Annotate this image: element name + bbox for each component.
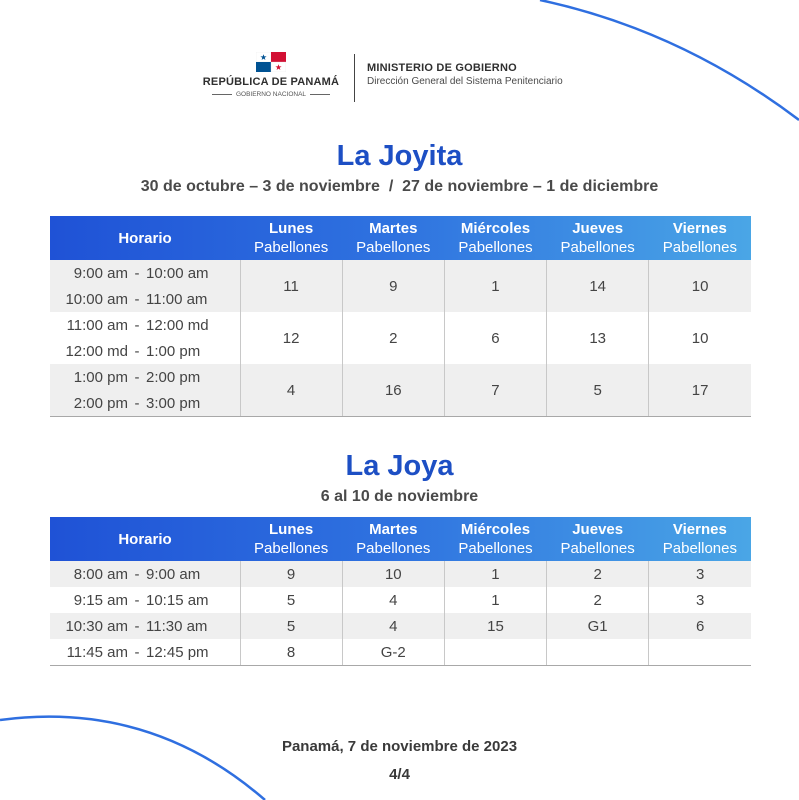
time-dash: - [134,565,140,583]
time-end: 9:00 am [146,565,201,583]
joya-schedule-table [50,517,751,666]
joya-title: La Joya [345,450,454,482]
page-header [0,50,799,110]
time-end: 10:00 am [146,264,209,282]
pabellon-cell: 6 [444,312,546,364]
pabellon-cell: 16 [342,364,444,417]
time-cell [50,639,240,666]
time-start: 11:45 am [66,643,128,661]
pabellon-cell: 3 [649,561,751,587]
time-range [50,561,240,587]
time-dash: - [134,342,140,360]
day-header-4 [649,517,751,561]
pabellon-cell: 14 [547,260,649,312]
day-header-3 [547,517,649,561]
time-end: 3:00 pm [146,394,201,412]
time-start: 1:00 pm [73,368,128,386]
government-text: GOBIERNO NACIONAL [235,91,307,98]
day-subheader: Pabellones [458,540,533,557]
day-subheader: Pabellones [356,540,431,557]
pabellon-cell: 9 [240,561,342,587]
table-header-row [50,216,751,260]
day-header-2 [444,216,546,260]
time-end: 11:30 am [146,617,208,635]
table-row [50,364,751,417]
day-name: Miércoles [460,220,531,237]
pabellon-cell: 7 [444,364,546,417]
time-end: 2:00 pm [146,368,201,386]
time-cell [50,561,240,587]
table-header-row [50,517,751,561]
time-range [50,364,240,390]
table-row [50,260,751,312]
pabellon-cell [649,639,751,666]
day-subheader: Pabellones [458,239,533,256]
ministry-block [367,62,563,87]
pabellon-cell: G-2 [342,639,444,666]
table-row [50,587,751,613]
time-start: 10:30 am [65,617,128,635]
day-name: Martes [369,220,418,237]
footer-place-date: Panamá, 7 de noviembre de 2023 [281,738,518,755]
day-header-1 [342,517,444,561]
day-subheader: Pabellones [560,239,635,256]
day-header-0 [240,517,342,561]
pabellon-cell: 8 [240,639,342,666]
day-name: Miércoles [460,521,531,538]
pabellon-cell: 17 [649,364,751,417]
day-subheader: Pabellones [662,540,737,557]
time-range [50,260,240,286]
republic-logo [196,50,346,98]
time-dash: - [134,368,140,386]
pabellon-cell: 10 [342,561,444,587]
time-cell [50,613,240,639]
time-dash: - [134,394,140,412]
day-header-1 [342,216,444,260]
day-name: Jueves [572,521,624,538]
pabellon-cell: 5 [240,613,342,639]
table-row [50,312,751,364]
day-subheader: Pabellones [560,540,635,557]
time-dash: - [134,591,140,609]
pabellon-cell: 1 [444,587,546,613]
pabellon-cell: 4 [240,364,342,417]
day-name: Martes [369,521,418,538]
pabellon-cell: 6 [649,613,751,639]
panama-flag-icon [256,52,286,72]
pabellon-cell: 2 [547,561,649,587]
table-row [50,561,751,587]
time-end: 12:00 md [146,316,209,334]
horario-header: Horario [118,229,172,247]
pabellon-cell: 4 [342,613,444,639]
pabellon-cell: 13 [547,312,649,364]
time-start: 9:00 am [73,264,128,282]
pabellon-cell: 1 [444,561,546,587]
time-start: 9:15 am [73,591,128,609]
joyita-dates: 30 de octubre – 3 de noviembre / 27 de noviembre – 1 de diciembre [140,178,659,195]
day-subheader: Pabellones [356,239,431,256]
time-cell [50,364,240,417]
table-row [50,613,751,639]
time-dash: - [134,316,140,334]
time-end: 1:00 pm [146,342,201,360]
pabellon-cell: 4 [342,587,444,613]
time-cell [50,587,240,613]
time-range [50,390,240,416]
pabellon-cell: 9 [342,260,444,312]
ministry-name: MINISTERIO DE GOBIERNO [367,62,517,74]
pabellon-cell: 10 [649,260,751,312]
time-dash: - [134,643,140,661]
pabellon-cell [547,639,649,666]
day-header-4 [649,216,751,260]
pabellon-cell: 2 [547,587,649,613]
time-start: 8:00 am [73,565,128,583]
horario-header: Horario [118,530,172,548]
time-cell [50,312,240,364]
joyita-title: La Joyita [336,140,463,172]
time-end: 11:00 am [146,290,208,308]
time-range [50,338,240,364]
pabellon-cell: 11 [240,260,342,312]
day-header-3 [547,216,649,260]
pabellon-cell: 5 [547,364,649,417]
time-dash: - [134,617,140,635]
republic-name: REPÚBLICA DE PANAMÁ [202,76,340,88]
time-range [50,587,240,613]
joya-dates: 6 al 10 de noviembre [320,488,479,505]
time-start: 12:00 md [65,342,128,360]
day-subheader: Pabellones [253,540,329,557]
pabellon-cell: 5 [240,587,342,613]
ministry-subtitle: Dirección General del Sistema Penitenciario [367,76,563,87]
day-subheader: Pabellones [662,239,737,256]
government-label [196,91,346,98]
page-number: 4/4 [389,766,410,783]
day-name: Lunes [269,220,314,237]
day-header-0 [240,216,342,260]
time-range [50,312,240,338]
time-dash: - [134,264,140,282]
time-end: 12:45 pm [146,643,209,661]
time-start: 10:00 am [65,290,128,308]
pabellon-cell: 10 [649,312,751,364]
time-range [50,639,240,665]
day-header-2 [444,517,546,561]
day-name: Jueves [572,220,624,237]
time-start: 11:00 am [66,316,128,334]
day-name: Lunes [269,521,314,538]
time-range [50,613,240,639]
time-end: 10:15 am [146,591,209,609]
day-name: Viernes [672,521,727,538]
pabellon-cell: 15 [444,613,546,639]
time-range [50,286,240,312]
day-subheader: Pabellones [253,239,329,256]
pabellon-cell [444,639,546,666]
pabellon-cell: 12 [240,312,342,364]
time-start: 2:00 pm [73,394,128,412]
day-name: Viernes [672,220,727,237]
joyita-schedule-table [50,216,751,417]
header-divider [354,54,355,102]
pabellon-cell: 3 [649,587,751,613]
pabellon-cell: 2 [342,312,444,364]
time-cell [50,260,240,312]
time-dash: - [134,290,140,308]
pabellon-cell: G1 [547,613,649,639]
pabellon-cell: 1 [444,260,546,312]
table-row [50,639,751,666]
